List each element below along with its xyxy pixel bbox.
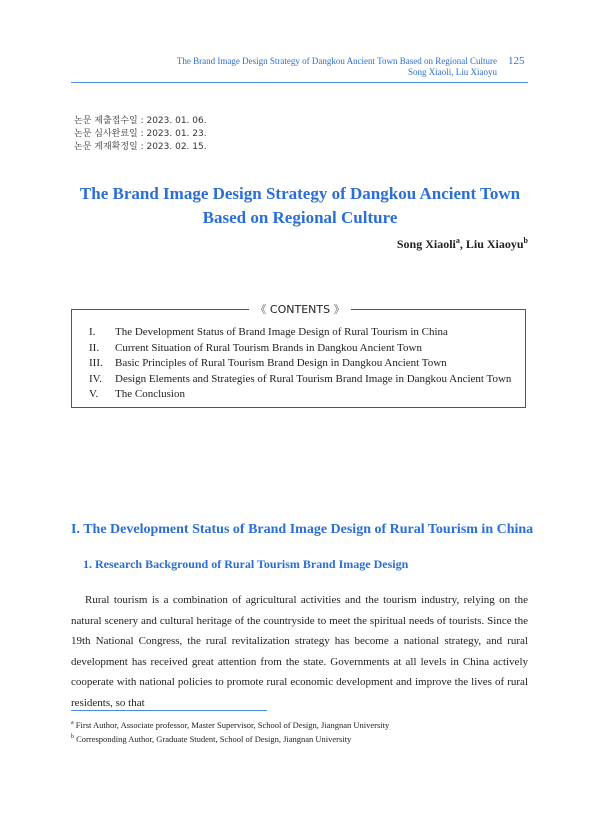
footnote-b [71, 731, 531, 745]
footnotes [71, 717, 531, 745]
subsection-heading: 1. Research Background of Rural Tourism Brand Image Design [83, 557, 409, 571]
contents-item-text: The Development Status of Brand Image Design of Rural Tourism in China [115, 326, 448, 338]
contents-item-number: II. [89, 341, 100, 354]
submission-dates [74, 115, 207, 154]
contents-item [89, 356, 529, 372]
running-title: The Brand Image Design Strategy of Dangkou Ancient Town Based on Regional Culture [176, 56, 497, 66]
contents-heading: 《 CONTENTS 》 [249, 303, 350, 316]
footnote-a [71, 717, 531, 731]
contents-item-text: Basic Principles of Rural Tourism Brand Design in Dangkou Ancient Town [115, 357, 447, 369]
contents-item-number: V. [89, 388, 99, 400]
body-paragraph: Rural tourism is a combination of agricultural activities and the tourism industry, relying on the natural scenery and cultural heritage of the countryside to meet the spiritual needs of tourists. Since the 19th National Congress, the rural revitalization strategy has become a national strategy, and rural development has received great attention from the state. Governments at all levels in China actively cooperate with national policies to promote rural economic development and improve the lives of rural residents, so that [71, 594, 528, 709]
contents-item-text: The Conclusion [115, 388, 185, 400]
author-separator: , [459, 237, 466, 251]
date-accepted: 논문 게재확정일 : 2023. 02. 15. [74, 142, 207, 152]
footnote-b-mark: b [71, 733, 74, 740]
section-heading: I. The Development Status of Brand Image Design of Rural Tourism in China [71, 522, 534, 537]
paper-title: The Brand Image Design Strategy of Dangkou Ancient Town Based on Regional Culture [79, 184, 521, 227]
contents-item [89, 387, 529, 403]
contents-item-number: IV. [89, 372, 102, 385]
contents-item [89, 372, 529, 388]
author-1: Song Xiaoli [396, 237, 456, 251]
footnote-a-text: First Author, Associate professor, Master Supervisor, School of Design, Jiangnan University [73, 719, 390, 730]
running-authors: Song Xiaoli, Liu Xiaoyu [408, 67, 497, 77]
header-rule [71, 82, 528, 83]
contents-heading-wrap [0, 300, 600, 318]
footnote-rule [71, 710, 267, 711]
author-2: Liu Xiaoyu [465, 237, 524, 251]
running-head [77, 56, 497, 78]
author-line [397, 236, 528, 252]
date-reviewed: 논문 심사완료일 : 2023. 01. 23. [74, 129, 207, 139]
page-number: 125 [508, 55, 525, 67]
footnote-a-mark: a [71, 720, 74, 726]
contents-item-number: III. [89, 357, 103, 369]
contents-item [89, 341, 529, 357]
contents-item-number: I. [89, 326, 96, 338]
contents-list [89, 325, 529, 403]
contents-item [89, 325, 529, 341]
date-received: 논문 제출접수일 : 2023. 01. 06. [74, 116, 207, 126]
author-2-mark: b [523, 236, 528, 245]
author-1-mark: a [455, 236, 460, 245]
contents-item-text: Design Elements and Strategies of Rural Tourism Brand Image in Dangkou Ancient Town [115, 372, 512, 385]
contents-item-text: Current Situation of Rural Tourism Brands in Dangkou Ancient Town [115, 341, 422, 354]
footnote-b-text: Corresponding Author, Graduate Student, School of Design, Jiangnan University [74, 733, 352, 744]
